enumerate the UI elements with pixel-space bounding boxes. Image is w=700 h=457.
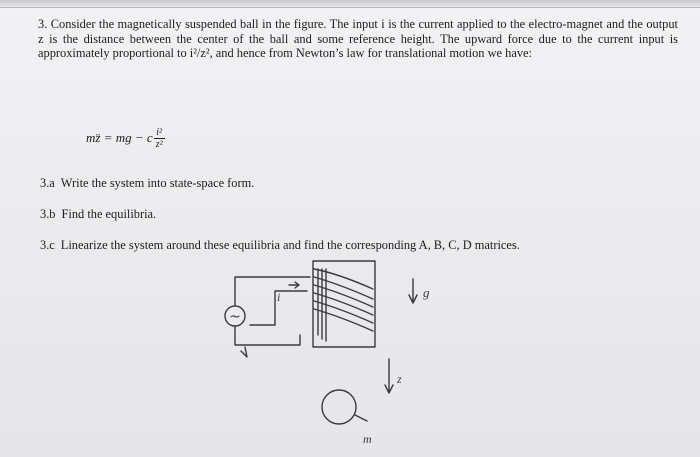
distance-label: z [397,372,402,386]
winding-lines [314,269,373,331]
gravity-arrow [409,279,417,303]
maglev-sketch [215,255,475,455]
part-a-number: 3.a [40,176,55,190]
part-b-text: Find the equilibria. [61,207,157,221]
current-arrow [289,282,299,288]
part-b-number: 3.b [40,207,56,221]
part-b [40,207,156,222]
equation-of-motion [86,118,165,158]
part-c [40,238,520,253]
fraction-denominator: z² [155,138,163,150]
gravity-label: g [423,285,430,300]
ball-lead [355,415,367,421]
equation-fraction [154,127,165,150]
problem-statement: 3. Consider the magnetically suspended ball in the figure. The input i is the current applied to the electro-magnet and the output z is the distance between the center of the ball and some reference height. The upward force due to the current input is approximately proportional to i²/z², and hence from Newton’s law for translational motion we have: [38,17,678,61]
top-rule [0,0,700,8]
part-c-number: 3.c [40,238,55,252]
fraction-numerator: i² [156,126,163,138]
part-a-text: Write the system into state-space form. [60,176,255,190]
circuit-wire-top [235,277,310,285]
current-label: i [277,290,281,304]
mass-label: m [363,432,372,446]
ground-mark [241,347,247,357]
ac-source-symbol: ~ [229,309,241,325]
ball [322,390,356,424]
distance-arrow [385,359,393,393]
part-c-text: Linearize the system around these equilibria and find the corresponding A, B, C, D matrices. [60,238,520,252]
part-a [40,176,254,191]
equation-lhs: mz̈ = mg − c [86,130,153,145]
